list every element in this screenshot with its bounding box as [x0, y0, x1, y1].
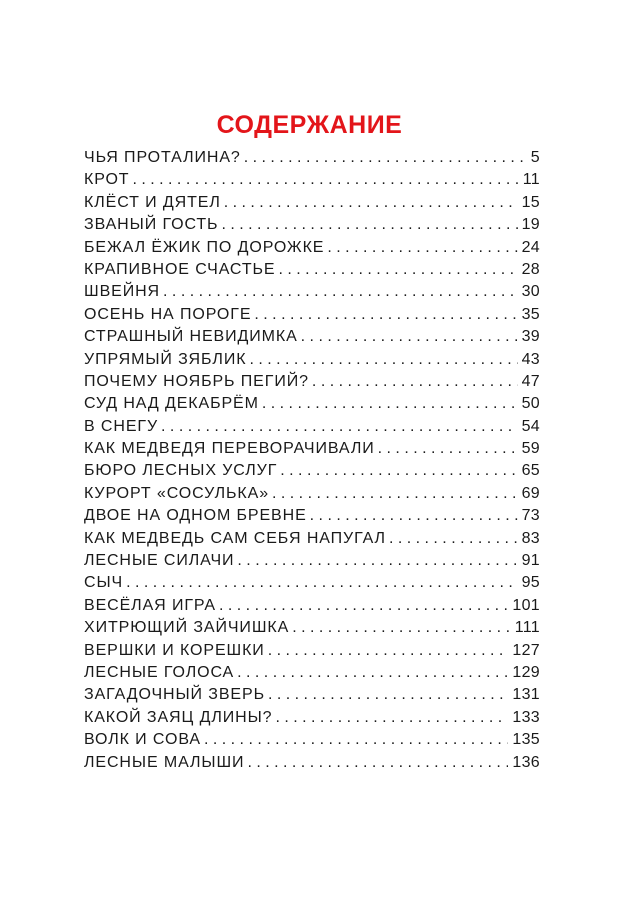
- dot-leader: [221, 214, 517, 236]
- toc-entry-title: ЗВАНЫЙ ГОСТЬ: [84, 216, 219, 234]
- dot-leader: [389, 528, 518, 550]
- toc-entry[interactable]: [84, 729, 540, 751]
- toc-entry[interactable]: [84, 460, 540, 482]
- toc-entry-title: ВЕСЁЛАЯ ИГРА: [84, 596, 216, 614]
- toc-entry-title: ЛЕСНЫЕ ГОЛОСА: [84, 663, 235, 681]
- dot-leader: [327, 237, 517, 259]
- toc-entry[interactable]: [84, 483, 540, 505]
- toc-entry[interactable]: [84, 572, 540, 594]
- toc-entry-page-number: 54: [521, 417, 540, 435]
- dot-leader: [268, 640, 509, 662]
- toc-entry[interactable]: [84, 550, 540, 572]
- toc-entry-page-number: 30: [521, 283, 540, 301]
- toc-entry-page-number: 15: [521, 193, 540, 211]
- toc-entry-page-number: 135: [512, 731, 540, 749]
- dot-leader: [254, 304, 517, 326]
- dot-leader: [132, 169, 518, 191]
- toc-entry-page-number: 111: [514, 619, 540, 637]
- toc-entry[interactable]: [84, 416, 540, 438]
- dot-leader: [204, 729, 508, 751]
- toc-entry-title: ЧЬЯ ПРОТАЛИНА?: [84, 149, 241, 166]
- toc-entry-page-number: 73: [521, 507, 540, 525]
- dot-leader: [301, 326, 518, 348]
- dot-leader: [126, 572, 518, 594]
- dot-leader: [280, 460, 517, 482]
- toc-entry-page-number: 50: [521, 395, 540, 413]
- dot-leader: [278, 259, 517, 281]
- table-of-contents: [84, 147, 540, 774]
- toc-entry-page-number: 101: [512, 596, 540, 614]
- toc-entry-title: КРОТ: [84, 171, 130, 189]
- toc-entry[interactable]: [84, 169, 540, 191]
- toc-entry[interactable]: [84, 304, 540, 326]
- toc-entry-title: ХИТРЮЩИЙ ЗАЙЧИШКА: [84, 619, 290, 637]
- toc-entry[interactable]: [84, 505, 540, 527]
- toc-entry-page-number: 19: [521, 216, 540, 234]
- dot-leader: [237, 662, 508, 684]
- dot-leader: [224, 192, 518, 214]
- toc-entry-title: БЮРО ЛЕСНЫХ УСЛУГ: [84, 462, 278, 480]
- toc-entry-title: ЗАГАДОЧНЫЙ ЗВЕРЬ: [84, 686, 265, 704]
- dot-leader: [249, 349, 517, 371]
- toc-entry-page-number: 43: [521, 350, 540, 368]
- toc-entry-title: ЛЕСНЫЕ МАЛЫШИ: [84, 753, 245, 771]
- toc-entry[interactable]: [84, 640, 540, 662]
- dot-leader: [219, 595, 508, 617]
- page-title: СОДЕРЖАНИЕ: [216, 110, 403, 139]
- toc-entry-title: ШВЕЙНЯ: [84, 283, 161, 301]
- toc-entry[interactable]: [84, 371, 540, 393]
- toc-entry-title: КАК МЕДВЕДЯ ПЕРЕВОРАЧИВАЛИ: [84, 440, 375, 458]
- toc-entry[interactable]: [84, 684, 540, 706]
- toc-entry[interactable]: [84, 393, 540, 415]
- toc-entry[interactable]: [84, 259, 540, 281]
- dot-leader: [244, 147, 527, 169]
- toc-entry-title: БЕЖАЛ ЁЖИК ПО ДОРОЖКЕ: [84, 238, 325, 256]
- toc-entry-page-number: 127: [512, 641, 540, 659]
- dot-leader: [378, 438, 518, 460]
- toc-entry-title: КУРОРТ «СОСУЛЬКА»: [84, 484, 269, 502]
- toc-entry-title: ВОЛК И СОВА: [84, 731, 201, 749]
- toc-entry-title: В СНЕГУ: [84, 417, 159, 435]
- toc-entry-page-number: 39: [521, 328, 540, 346]
- dot-leader: [237, 550, 517, 572]
- toc-entry[interactable]: [84, 281, 540, 303]
- toc-entry[interactable]: [84, 147, 540, 169]
- dot-leader: [163, 281, 518, 303]
- toc-entry-page-number: 11: [522, 171, 540, 189]
- toc-entry[interactable]: [84, 707, 540, 729]
- toc-entry[interactable]: [84, 595, 540, 617]
- toc-entry-page-number: 129: [512, 663, 540, 681]
- toc-entry[interactable]: [84, 752, 540, 774]
- toc-entry-page-number: 24: [521, 238, 540, 256]
- toc-entry[interactable]: [84, 617, 540, 639]
- toc-entry-title: КАКОЙ ЗАЯЦ ДЛИНЫ?: [84, 708, 273, 726]
- toc-entry-title: ПОЧЕМУ НОЯБРЬ ПЕГИЙ?: [84, 372, 309, 390]
- toc-entry[interactable]: [84, 214, 540, 236]
- toc-entry-title: СТРАШНЫЙ НЕВИДИМКА: [84, 328, 298, 346]
- toc-entry-page-number: 59: [521, 440, 540, 458]
- toc-entry[interactable]: [84, 438, 540, 460]
- toc-entry-title: КЛЁСТ И ДЯТЕЛ: [84, 193, 221, 211]
- dot-leader: [268, 684, 508, 706]
- toc-entry-title: КРАПИВНОЕ СЧАСТЬЕ: [84, 260, 276, 278]
- toc-entry-page-number: 91: [521, 552, 540, 570]
- dot-leader: [161, 416, 518, 438]
- toc-entry-title: СУД НАД ДЕКАБРЁМ: [84, 395, 259, 413]
- toc-entry[interactable]: [84, 528, 540, 550]
- toc-entry[interactable]: [84, 349, 540, 371]
- toc-entry-title: УПРЯМЫЙ ЗЯБЛИК: [84, 350, 247, 368]
- toc-entry[interactable]: [84, 326, 540, 348]
- toc-entry-page-number: 136: [512, 753, 540, 771]
- toc-entry-title: ВЕРШКИ И КОРЕШКИ: [84, 641, 265, 659]
- dot-leader: [292, 617, 511, 639]
- dot-leader: [272, 483, 518, 505]
- toc-entry-page-number: 69: [521, 484, 540, 502]
- toc-entry-title: ДВОЕ НА ОДНОМ БРЕВНЕ: [84, 507, 307, 525]
- toc-entry-page-number: 28: [521, 260, 540, 278]
- toc-entry-page-number: 35: [521, 305, 540, 323]
- toc-entry-title: ЛЕСНЫЕ СИЛАЧИ: [84, 552, 235, 570]
- toc-entry-title: КАК МЕДВЕДЬ САМ СЕБЯ НАПУГАЛ: [84, 529, 386, 547]
- toc-entry-title: ОСЕНЬ НА ПОРОГЕ: [84, 305, 252, 323]
- toc-entry-page-number: 133: [512, 708, 540, 726]
- dot-leader: [247, 752, 508, 774]
- toc-entry[interactable]: [84, 237, 540, 259]
- toc-entry[interactable]: [84, 662, 540, 684]
- toc-entry-page-number: 95: [521, 574, 540, 592]
- toc-entry-page-number: 131: [512, 686, 540, 704]
- dot-leader: [262, 393, 518, 415]
- toc-entry-page-number: 47: [521, 372, 540, 390]
- toc-entry[interactable]: [84, 192, 540, 214]
- toc-entry-title: СЫЧ: [84, 574, 124, 592]
- toc-entry-page-number: 83: [521, 529, 540, 547]
- dot-leader: [310, 505, 518, 527]
- dot-leader: [275, 707, 508, 729]
- toc-entry-page-number: 65: [521, 462, 540, 480]
- dot-leader: [312, 371, 518, 393]
- toc-entry-page-number: 5: [530, 149, 540, 166]
